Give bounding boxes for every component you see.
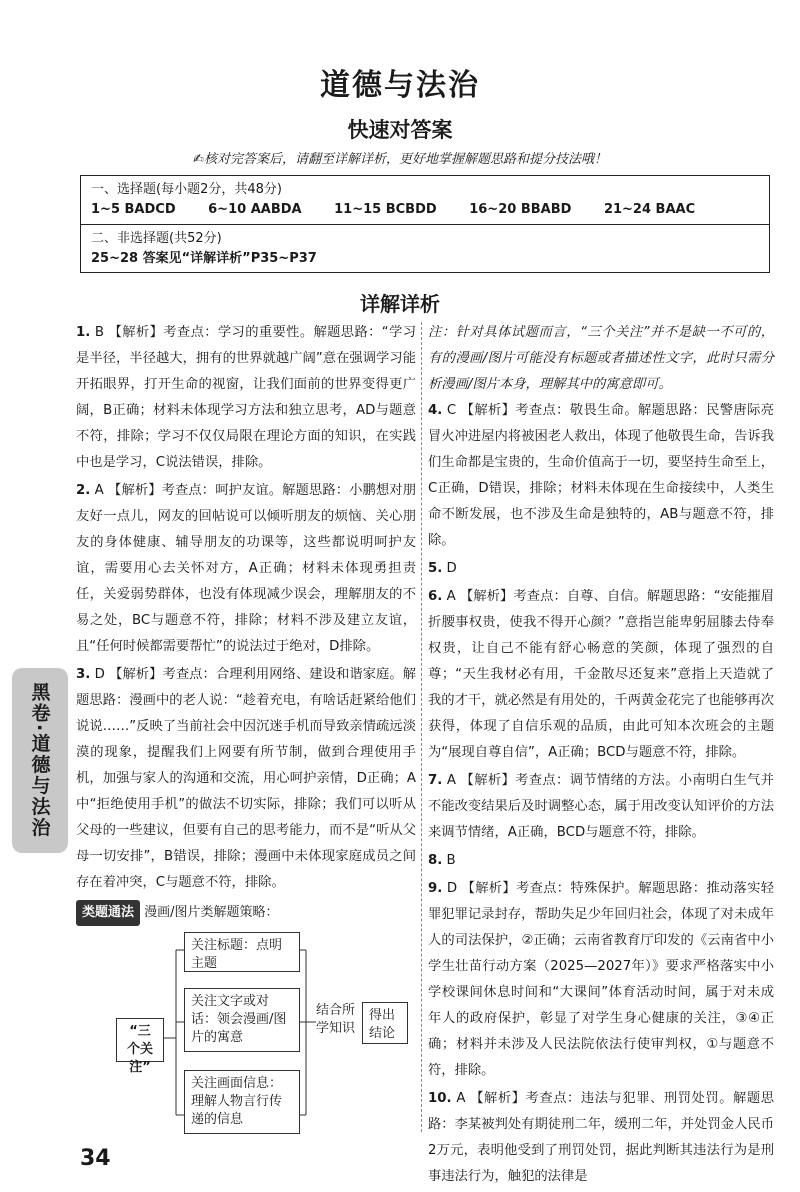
item-number: 6. bbox=[428, 589, 443, 604]
item-text: D 【解析】考查点：合理利用网络、建设和谐家庭。解题思路：漫画中的老人说：“趁着充电，有啥话赶紧给他们说说……”反映了当前社会中因沉迷手机而导致亲情疏远淡漠的现象，提醒我们上网要有所节制，做到合理使用手机，加强与家人的沟通和交流，用心呵护亲情，D正确；A中“拒绝使用手机”的做法不切实际，排除；我们可以听从父母的一些建议，但要有自己的思考能力，而不是“听从父母一切安排”，B错误，排除；漫画中未体现家庭成员之间存在着冲突，C与题意不符，排除。 bbox=[76, 667, 416, 890]
nonchoice-heading: 二、非选择题(共52分) bbox=[91, 231, 222, 246]
choice-heading: 一、选择题(每小题2分，共48分) bbox=[91, 182, 282, 197]
conclusion-box: 得出结论 bbox=[362, 1002, 408, 1044]
answer-item bbox=[76, 320, 416, 476]
choice-answers bbox=[91, 200, 759, 220]
answer-item bbox=[428, 556, 774, 582]
focus-text-box: 关注文字或对话：领会漫画/图片的寓意 bbox=[184, 988, 300, 1052]
answer-group bbox=[469, 202, 585, 217]
strategy-diagram bbox=[76, 930, 416, 1140]
answer-keys: BBABD bbox=[520, 202, 572, 217]
answer-item bbox=[428, 584, 774, 766]
strategy-note: 注：针对具体试题而言，“三个关注”并不是缺一不可的，有的漫画/图片可能没有标题或者描述性文字，此时只需分析漫画/图片本身，理解其中的寓意即可。 bbox=[428, 325, 774, 392]
item-text: D bbox=[446, 561, 457, 576]
answer-keys: BCBDD bbox=[385, 202, 437, 217]
answer-range: 16~20 bbox=[469, 202, 517, 217]
item-number: 5. bbox=[428, 561, 443, 576]
answer-item bbox=[428, 1086, 774, 1190]
answer-group bbox=[91, 202, 190, 217]
item-number: 8. bbox=[428, 853, 443, 868]
quick-answer-heading: 快速对答案 bbox=[347, 118, 453, 142]
answer-item bbox=[428, 398, 774, 554]
page-number: 34 bbox=[80, 1146, 111, 1171]
answer-item bbox=[428, 848, 774, 874]
item-number: 1. bbox=[76, 325, 91, 340]
answer-item bbox=[428, 876, 774, 1084]
answer-item bbox=[428, 768, 774, 846]
strategy-label: 漫画/图片类解题策略： bbox=[144, 905, 279, 920]
item-text: A 【解析】考查点：违法与犯罪、刑罚处罚。解题思路：李某被判处有期徒刑二年，缓刑二年，并处罚金人民币2万元，表明他受到了刑罚处罚，据此判断其违法行为是刑事违法行为，触犯的法律是 bbox=[428, 1091, 774, 1184]
left-column bbox=[76, 320, 416, 1140]
answer-keys: AABDA bbox=[250, 202, 302, 217]
strategy-badge: 类题通法 bbox=[76, 900, 140, 926]
item-text: C 【解析】考查点：敬畏生命。解题思路：民警唐际亮冒火冲进屋内将被困老人救出，体现了他敬畏生命，告诉我们生命都是宝贵的，生命价值高于一切，要坚持生命至上，C正确，D错误，排除；材料未体现在生命接续中，人类生命不断发展，也不涉及生命是独特的，AB与题意不符，排除。 bbox=[428, 403, 775, 548]
answer-box bbox=[80, 175, 770, 273]
item-text: B bbox=[446, 853, 456, 868]
item-number: 4. bbox=[428, 403, 443, 418]
answer-range: 11~15 bbox=[334, 202, 382, 217]
focus-title-box: 关注标题：点明主题 bbox=[184, 932, 300, 972]
choice-section bbox=[81, 176, 769, 224]
item-number: 2. bbox=[76, 483, 91, 498]
item-number: 9. bbox=[428, 881, 443, 896]
tip-text: ✍核对完答案后，请翻至详解详析，更好地掌握解题思路和提分技法哦！ bbox=[193, 152, 607, 167]
item-text: A 【解析】考查点：呵护友谊。解题思路：小鹏想对朋友好一点儿，网友的回帖说可以倾听朋友的烦恼、关心朋友的身体健康、辅导朋友的功课等，这些都说明呵护友谊，需要用心去关怀对方，A正确；材料未体现勇担责任，关爱弱势群体，也没有体现减少误会，理解朋友的不易之处，BC与题意不符，排除；材料不涉及建立友谊，且“任何时候都需要帮忙”的说法过于绝对，D排除。 bbox=[76, 483, 416, 654]
column-divider bbox=[421, 322, 422, 1132]
combine-knowledge-text: 结合所学知识 bbox=[316, 1003, 356, 1036]
item-number: 3. bbox=[76, 667, 91, 682]
strategy-heading bbox=[76, 900, 416, 926]
answer-keys: BADCD bbox=[124, 202, 176, 217]
focus-image-box: 关注画面信息：理解人物言行传递的信息 bbox=[184, 1070, 300, 1134]
page-title: 道德与法治 bbox=[320, 68, 480, 103]
item-number: 7. bbox=[428, 773, 443, 788]
item-text: B 【解析】考查点：学习的重要性。解题思路：“学习是半径，半径越大，拥有的世界就越广阔”意在强调学习能开拓眼界，打开生命的视窗，让我们面前的世界变得更广阔，B正确；材料未体现学习方法和独立思考，AD与题意不符，排除；学习不仅仅局限在理论方面的知识，在实践中也是学习，C说法错误，排除。 bbox=[76, 325, 416, 470]
answer-keys: BAAC bbox=[655, 202, 696, 217]
answer-range: 6~10 bbox=[208, 202, 247, 217]
item-number: 10. bbox=[428, 1091, 452, 1106]
item-text: A 【解析】考查点：调节情绪的方法。小南明白生气并不能改变结果后及时调整心态，属于用改变认知评价的方法来调节情绪，A正确，BCD与题意不符，排除。 bbox=[428, 773, 774, 840]
answer-group bbox=[208, 202, 315, 217]
detail-heading: 详解详析 bbox=[360, 292, 440, 316]
item-text: A 【解析】考查点：自尊、自信。解题思路：“安能摧眉折腰事权贵，使我不得开心颜？”意指岂能卑躬屈膝去侍奉权贵，让自己不能有舒心畅意的笑颜，体现了强烈的自尊；“天生我材必有用，千金散尽还复来”意指上天造就了我的才干，就必然是有用处的，千两黄金花完了也能够再次获得，体现了自信乐观的品质，由此可知本次班会的主题为“展现自尊自信”，A正确；BCD与题意不符，排除。 bbox=[428, 589, 774, 760]
right-column bbox=[428, 320, 774, 1192]
three-focus-box: “三个关注” bbox=[116, 1018, 164, 1062]
item-text: D 【解析】考查点：特殊保护。解题思路：推动落实轻罪犯罪记录封存，帮助失足少年回归社会，体现了对未成年人的司法保护，②正确；云南省教育厅印发的《云南省中小学生壮苗行动方案（2025—2027年）》要求严格落实中小学校课间休息时间和“大课间”体育活动时间，属于对未成年人的政府保护，彰显了对学生身心健康的关注，③④正确；材料并未涉及人民法院依法行使审判权，①与题意不符，排除。 bbox=[428, 881, 774, 1078]
nonchoice-section bbox=[81, 224, 769, 272]
answer-range: 21~24 bbox=[603, 202, 652, 217]
answer-item bbox=[76, 662, 416, 896]
answer-item bbox=[76, 478, 416, 660]
answer-group bbox=[604, 202, 709, 217]
answer-group bbox=[334, 202, 451, 217]
answer-range: 1~5 bbox=[91, 202, 120, 217]
side-tab: 黑卷·道德与法治 bbox=[12, 668, 68, 853]
nonchoice-text: 25~28 答案见“详解详析”P35~P37 bbox=[91, 251, 317, 266]
